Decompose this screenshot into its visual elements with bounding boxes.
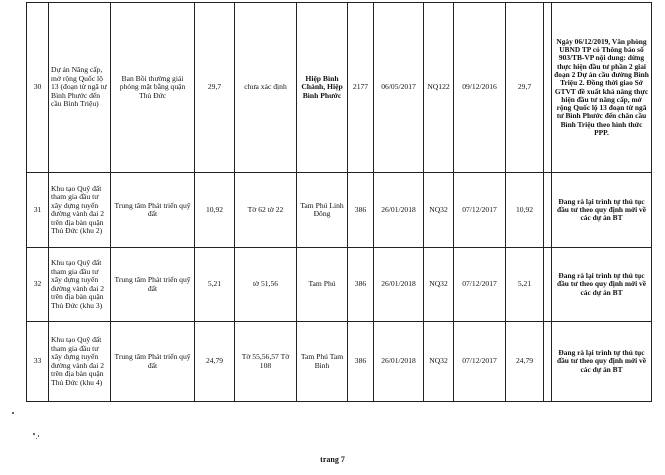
table-row <box>27 3 652 173</box>
area-2: 5,21 <box>506 248 544 322</box>
area-2: 24,79 <box>506 322 544 402</box>
decision-no: 386 <box>348 322 374 402</box>
area: 10,92 <box>195 173 235 248</box>
project-table <box>26 2 652 402</box>
decision-date: 26/01/2018 <box>374 322 424 402</box>
area: 29,7 <box>195 3 235 173</box>
investor: Ban Bồi thường giải phóng mặt bằng quận Thủ Đức <box>111 3 195 173</box>
decision-date: 26/01/2018 <box>374 173 424 248</box>
table-row <box>27 322 652 402</box>
scan-speck <box>36 438 37 439</box>
table-row <box>27 248 652 322</box>
ward: Tam Phú <box>297 248 348 322</box>
note: Đang rà lại trình tự thủ tục đầu tư theo quy định mới về các dự án BT <box>552 173 652 248</box>
project-name: Khu tạo Quỹ đất tham gia đầu tư xây dựng tuyến đường vành đai 2 trên địa bàn quận Thủ Đức (khu 4) <box>49 322 111 402</box>
scan-speck <box>12 412 14 414</box>
note: Đang rà lại trình tự thủ tục đầu tư theo quy định mới về các dự án BT <box>552 248 652 322</box>
map-sheet: tờ 51,56 <box>235 248 297 322</box>
document-sheet <box>26 2 651 402</box>
scan-speck <box>38 435 39 437</box>
empty-cell <box>544 173 552 248</box>
area: 24,79 <box>195 322 235 402</box>
decision-no: 2177 <box>348 3 374 173</box>
row-stt: 33 <box>27 322 49 402</box>
table-row <box>27 173 652 248</box>
map-sheet: Tờ 55,56,57 Tờ 108 <box>235 322 297 402</box>
ward: Tam Phú Tam Bình <box>297 322 348 402</box>
project-name: Dự án Nâng cấp, mở rộng Quốc lộ 13 (đoạn từ ngã tư Bình Phước đến cầu Bình Triệu) <box>49 3 111 173</box>
page-number: trang 7 <box>320 455 345 464</box>
empty-cell <box>544 3 552 173</box>
decision-no: 386 <box>348 173 374 248</box>
decision-no: 386 <box>348 248 374 322</box>
resolution-no: NQ32 <box>424 173 454 248</box>
scan-speck <box>33 433 35 435</box>
ward: Hiệp Bình Chánh, Hiệp Bình Phước <box>297 3 348 173</box>
project-name: Khu tạo Quỹ đất tham gia đầu tư xây dựng tuyến đường vành đai 2 trên địa bàn quận Thủ Đức (khu 3) <box>49 248 111 322</box>
area-2: 10,92 <box>506 173 544 248</box>
investor: Trung tâm Phát triển quỹ đất <box>111 173 195 248</box>
note: Đang rà lại trình tự thủ tục đầu tư theo quy định mới về các dự án BT <box>552 322 652 402</box>
row-stt: 30 <box>27 3 49 173</box>
row-stt: 32 <box>27 248 49 322</box>
empty-cell <box>544 248 552 322</box>
resolution-no: NQ122 <box>424 3 454 173</box>
map-sheet: chưa xác định <box>235 3 297 173</box>
resolution-date: 07/12/2017 <box>454 173 506 248</box>
project-name: Khu tạo Quỹ đất tham gia đầu tư xây dựng tuyến đường vành đai 2 trên địa bàn quận Thủ Đức (khu 2) <box>49 173 111 248</box>
decision-date: 26/01/2018 <box>374 248 424 322</box>
resolution-no: NQ32 <box>424 322 454 402</box>
area-2: 29,7 <box>506 3 544 173</box>
resolution-date: 07/12/2017 <box>454 248 506 322</box>
empty-cell <box>544 322 552 402</box>
resolution-date: 07/12/2017 <box>454 322 506 402</box>
investor: Trung tâm Phát triển quỹ đất <box>111 322 195 402</box>
resolution-date: 09/12/2016 <box>454 3 506 173</box>
resolution-no: NQ32 <box>424 248 454 322</box>
note: Ngày 06/12/2019, Văn phòng UBND TP có Thông báo số 903/TB-VP nội dung: dừng thực hiện đầu tư phần 2 giai đoạn 2 Dự án cầu đường Bình Triệu 2. Đồng thời giao Sở GTVT đề xuất khả năng thực hiện đầu tư nâng cấp, mở rộng Quốc lộ 13 đoạn từ ngã tư Bình Phước đến chân cầu Bình Triệu theo hình thức PPP. <box>552 3 652 173</box>
row-stt: 31 <box>27 173 49 248</box>
area: 5,21 <box>195 248 235 322</box>
ward: Tam Phú Linh Đông <box>297 173 348 248</box>
map-sheet: Tờ 62 tờ 22 <box>235 173 297 248</box>
decision-date: 06/05/2017 <box>374 3 424 173</box>
investor: Trung tâm Phát triển quỹ đất <box>111 248 195 322</box>
